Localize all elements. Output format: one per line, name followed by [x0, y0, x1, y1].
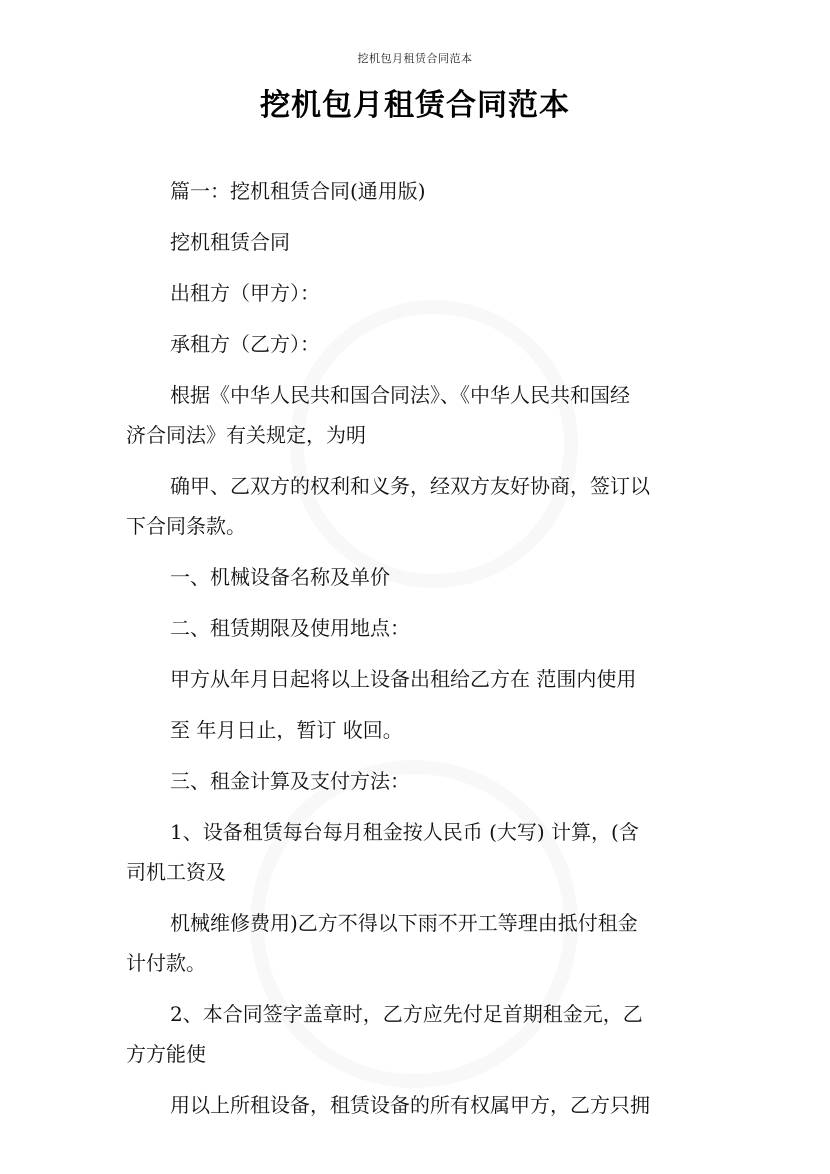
- paragraph-line: 1、设备租赁每台每月租金按人民币 (大写) 计算，(含: [170, 820, 639, 844]
- paragraph-line: 根据《中华人民共和国合同法》、《中华人民共和国经: [170, 383, 630, 407]
- paragraph-line: 计付款。: [126, 951, 206, 975]
- paragraph-line: 用以上所租设备，租赁设备的所有权属甲方，乙方只拥: [170, 1093, 650, 1117]
- paragraph-line: 挖机租赁合同: [170, 230, 290, 254]
- paragraph-line: 2、本合同签字盖章时，乙方应先付足首期租金元，乙: [170, 1002, 643, 1026]
- paragraph-line: 司机工资及: [126, 860, 226, 884]
- paragraph-line: 三、租金计算及支付方法：: [170, 769, 410, 793]
- paragraph-line: 承租方（乙方）：: [170, 332, 320, 356]
- paragraph-line: 机械维修费用)乙方不得以下雨不开工等理由抵付租金: [170, 911, 638, 935]
- paragraph-line: 至 年月日止，暂订 收回。: [170, 718, 403, 742]
- document-title: 挖机包月租赁合同范本: [260, 88, 570, 123]
- paragraph-line: 一、机械设备名称及单价: [170, 565, 390, 589]
- running-header: 挖机包月租赁合同范本: [357, 52, 473, 65]
- paragraph-line: 下合同条款。: [126, 514, 246, 538]
- paragraph-line: 方方能使: [126, 1042, 206, 1066]
- paragraph-line: 确甲、乙双方的权利和义务，经双方友好协商，签订以: [170, 474, 650, 498]
- paragraph-line: 二、租赁期限及使用地点：: [170, 616, 410, 640]
- paragraph-line: 济合同法》有关规定，为明: [126, 423, 366, 447]
- document-body: [126, 171, 716, 1125]
- paragraph-line: 甲方从年月日起将以上设备出租给乙方在 范围内使用: [170, 667, 637, 691]
- paragraph-line: 篇一：挖机租赁合同(通用版): [170, 179, 426, 203]
- paragraph-line: 出租方（甲方）：: [170, 281, 320, 305]
